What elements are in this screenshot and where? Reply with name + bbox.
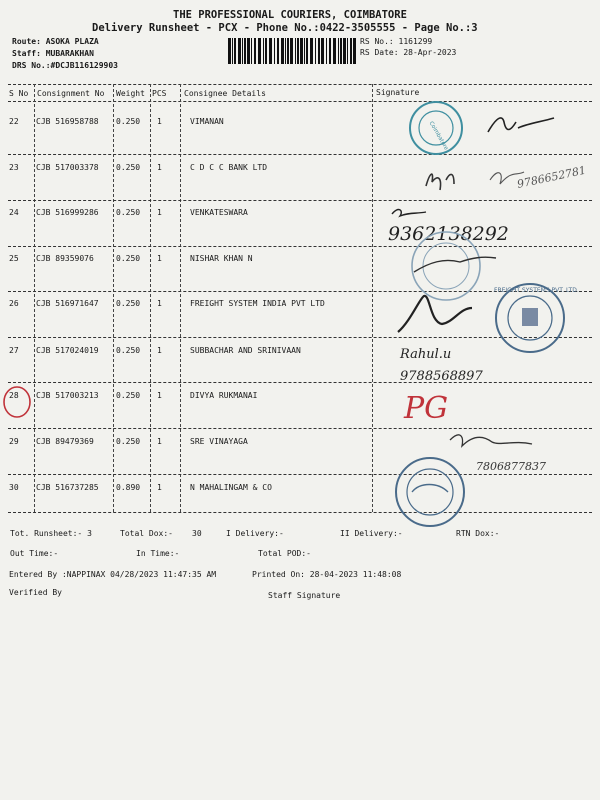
- entered-by: Entered By :NAPPINAX 04/28/2023 11:47:35 AM: [9, 570, 217, 579]
- row-sno: 28: [9, 391, 19, 400]
- barcode-bar: [326, 38, 327, 64]
- row-pcs: 1: [157, 346, 162, 355]
- row-weight: 0.890: [116, 483, 141, 492]
- i-delivery: I Delivery:-: [226, 529, 284, 538]
- row-pcs: 1: [157, 299, 162, 308]
- barcode-bar: [251, 38, 252, 64]
- row-sno: 29: [9, 437, 19, 446]
- row-consignee: C D C C BANK LTD: [190, 163, 268, 172]
- barcode-bar: [340, 38, 342, 64]
- row27-phone: 9788568897: [400, 369, 483, 384]
- row-consignment: CJB 517024019: [36, 346, 99, 355]
- barcode-bar: [228, 38, 231, 64]
- row-sno: 26: [9, 299, 19, 308]
- barcode-bar: [304, 38, 305, 64]
- row-pcs: 1: [157, 208, 162, 217]
- rtn-dox: RTN Dox:-: [456, 529, 500, 538]
- row-consignment: CJB 89359076: [36, 254, 94, 263]
- row-weight: 0.250: [116, 254, 141, 263]
- row-consignment: CJB 517003213: [36, 391, 99, 400]
- drs-label: DRS No.:#DCJB116129903: [12, 61, 118, 70]
- row-sno: 30: [9, 483, 19, 492]
- total-dox-label: Total Dox:-: [120, 529, 173, 538]
- row-sno: 24: [9, 208, 19, 217]
- barcode-bar: [281, 38, 284, 64]
- barcode-bar: [329, 38, 331, 64]
- row24-phone: 9362138292: [388, 223, 509, 245]
- row-sno: 27: [9, 346, 19, 355]
- barcode-bar: [274, 38, 275, 64]
- barcode-bar: [343, 38, 346, 64]
- barcode-bar: [338, 38, 339, 64]
- staff-signature: Staff Signature: [268, 591, 341, 600]
- row-pcs: 1: [157, 254, 162, 263]
- row28-initials: PG: [404, 391, 449, 426]
- row26-stamp-signature: [390, 278, 590, 354]
- row-sno: 22: [9, 117, 19, 126]
- row-consignee: VIMANAN: [190, 117, 224, 126]
- rs-date: RS Date: 28-Apr-2023: [360, 48, 457, 57]
- barcode-bar: [238, 38, 241, 64]
- barcode-bar: [234, 38, 236, 64]
- total-dox-value: 30: [192, 529, 202, 538]
- row-sno: 23: [9, 163, 19, 172]
- row-pcs: 1: [157, 391, 162, 400]
- barcode-bar: [353, 38, 356, 64]
- col-header-pcs: PCS: [152, 89, 167, 98]
- out-time: Out Time:-: [10, 549, 59, 558]
- col-header-consignee: Consignee Details: [184, 89, 266, 98]
- row27-name: Rahul.u: [400, 347, 452, 362]
- barcode-bar: [287, 38, 289, 64]
- barcode: [228, 38, 356, 64]
- row-pcs: 1: [157, 483, 162, 492]
- col-header-weight: Weight: [116, 89, 145, 98]
- barcode-bar: [258, 38, 261, 64]
- row23-signature: [420, 150, 590, 204]
- row26-stamp-text: FREIGHT SYSTEMS PVT. LTD.: [494, 287, 579, 294]
- row28-circle-mark: [0, 384, 40, 424]
- row-consignee: SUBBACHAR AND SRINIVAAN: [190, 346, 301, 355]
- row-pcs: 1: [157, 117, 162, 126]
- barcode-bar: [350, 38, 352, 64]
- barcode-bar: [333, 38, 336, 64]
- stamp-text: Coimbatore: [427, 120, 449, 152]
- barcode-bar: [244, 38, 246, 64]
- row-consignee: FREIGHT SYSTEM INDIA PVT LTD: [190, 299, 325, 308]
- table-top-rule: [8, 84, 592, 85]
- barcode-bar: [295, 38, 296, 64]
- row22-stamp-signature: [400, 98, 600, 158]
- row29-phone: 7806877837: [476, 460, 546, 473]
- barcode-bar: [310, 38, 313, 64]
- runsheet-subtitle: Delivery Runsheet - PCX - Phone No.:0422-3505555 - Page No.:3: [92, 22, 478, 34]
- row-weight: 0.250: [116, 391, 141, 400]
- barcode-bar: [318, 38, 320, 64]
- row-consignee: DIVYA RUKMANAI: [190, 391, 258, 400]
- row28-signature: [400, 382, 460, 428]
- col-header-signature: Signature: [376, 88, 420, 97]
- row-consignment: CJB 516737285: [36, 483, 99, 492]
- barcode-bar: [306, 38, 308, 64]
- row-weight: 0.250: [116, 208, 141, 217]
- company-title: THE PROFESSIONAL COURIERS, COIMBATORE: [173, 9, 407, 21]
- row-weight: 0.250: [116, 437, 141, 446]
- table-bottom-rule: [8, 512, 592, 513]
- verified-by: Verified By: [9, 588, 62, 597]
- barcode-bar: [347, 38, 348, 64]
- barcode-bar: [285, 38, 286, 64]
- printed-on: Printed On: 28-04-2023 11:48:08: [252, 570, 402, 579]
- row-weight: 0.250: [116, 117, 141, 126]
- row-consignment: CJB 517003378: [36, 163, 99, 172]
- staff-label: Staff: MUBARAKHAN: [12, 49, 94, 58]
- row-sno: 25: [9, 254, 19, 263]
- table-row: [0, 483, 600, 527]
- row-consignment: CJB 516999286: [36, 208, 99, 217]
- barcode-bar: [269, 38, 272, 64]
- row23-phone: 9786652781: [515, 163, 588, 191]
- barcode-bar: [254, 38, 256, 64]
- col-header-sno: S No: [9, 89, 29, 98]
- barcode-bar: [242, 38, 243, 64]
- row-weight: 0.250: [116, 346, 141, 355]
- row-consignee: N MAHALINGAM & CO: [190, 483, 272, 492]
- barcode-bar: [232, 38, 233, 64]
- in-time: In Time:-: [136, 549, 180, 558]
- row-consignee: SRE VINAYAGA: [190, 437, 248, 446]
- row-pcs: 1: [157, 437, 162, 446]
- rs-number: RS No.: 1161299: [360, 37, 433, 46]
- barcode-bar: [277, 38, 279, 64]
- row-consignee: VENKATESWARA: [190, 208, 248, 217]
- ii-delivery: II Delivery:-: [340, 529, 403, 538]
- barcode-bar: [315, 38, 316, 64]
- row-weight: 0.250: [116, 299, 141, 308]
- tot-runsheet: Tot. Runsheet:- 3: [10, 529, 92, 538]
- barcode-bar: [265, 38, 267, 64]
- route-label: Route: ASOKA PLAZA: [12, 37, 99, 46]
- barcode-bar: [321, 38, 324, 64]
- row30-stamp: [390, 452, 470, 532]
- row-consignee: NISHAR KHAN N: [190, 254, 253, 263]
- row-consignment: CJB 516958788: [36, 117, 99, 126]
- barcode-bar: [247, 38, 250, 64]
- barcode-bar: [300, 38, 303, 64]
- row-pcs: 1: [157, 163, 162, 172]
- barcode-bar: [297, 38, 299, 64]
- row-weight: 0.250: [116, 163, 141, 172]
- barcode-bar: [263, 38, 264, 64]
- row-consignment: CJB 89479369: [36, 437, 94, 446]
- row-consignment: CJB 516971647: [36, 299, 99, 308]
- barcode-bar: [290, 38, 293, 64]
- total-pod: Total POD:-: [258, 549, 311, 558]
- col-header-consignment: Consignment No: [37, 89, 105, 98]
